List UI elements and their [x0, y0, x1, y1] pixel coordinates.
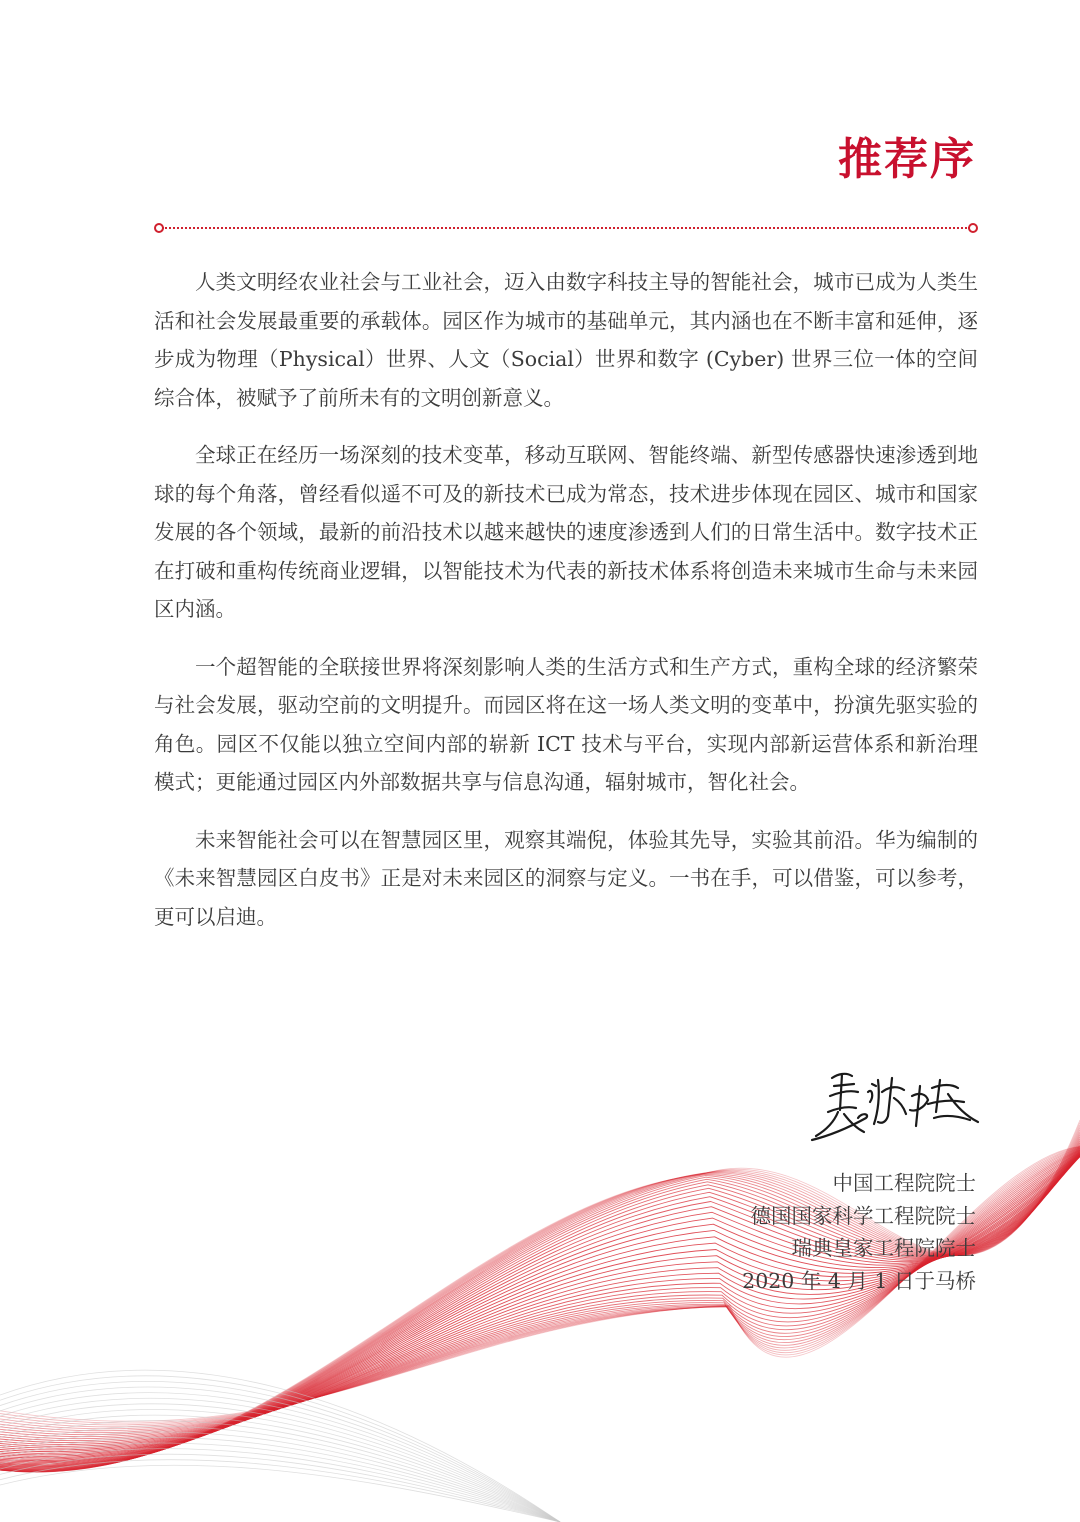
paragraph-3: 一个超智能的全联接世界将深刻影响人类的生活方式和生产方式，重构全球的经济繁荣与社会发展，驱动空前的文明提升。而园区将在这一场人类文明的变革中，扮演先驱实验的角色。园区不仅能以独立空间内部的崭新 ICT 技术与平台，实现内部新运营体系和新治理模式；更能通过园区内外部数据共享与信息沟通，辐射城市，智化社会。: [154, 654, 978, 794]
paragraph-4: 未来智能社会可以在智慧园区里，观察其端倪，体验其先导，实验其前沿。华为编制的《未来智慧园区白皮书》正是对未来园区的洞察与定义。一书在手，可以借鉴，可以参考，更可以启迪。: [154, 827, 978, 929]
paragraph-1: 人类文明经农业社会与工业社会，迈入由数字科技主导的智能社会，城市已成为人类生活和社会发展最重要的承载体。园区作为城市的基础单元，其内涵也在不断丰富和延伸，逐步成为物理（Physical）世界、人文（Social）世界和数字 (Cyber) 世界三位一体的空间综合体，被赋予了前所未有的文明创新意义。: [154, 270, 978, 410]
wave-line-grey: [0, 1432, 560, 1522]
divider-right-dot: [968, 223, 978, 233]
foreword-body: [154, 263, 978, 955]
credential-line-3: 瑞典皇家工程院院士: [791, 1236, 976, 1260]
title-divider: [154, 222, 978, 234]
paragraph-2: 全球正在经历一场深刻的技术变革，移动互联网、智能终端、新型传感器快速渗透到地球的每个角落，曾经看似遥不可及的新技术已成为常态，技术进步体现在园区、城市和国家发展的各个领域，最新的前沿技术以越来越快的速度渗透到人们的日常生活中。数字技术正在打破和重构传统商业逻辑，以智能技术为代表的新技术体系将创造未来城市生命与未来园区内涵。: [154, 443, 978, 621]
author-credentials: [742, 1167, 976, 1297]
page-title: 推荐序: [838, 134, 976, 185]
credential-line-2: 德国国家科学工程院院士: [750, 1203, 976, 1228]
handwritten-signature: [808, 1066, 983, 1150]
signing-date: 2020 年 4 月 1 日于马桥: [742, 1268, 976, 1293]
wave-line-grey: [0, 1421, 560, 1522]
credential-line-1: 中国工程院院士: [832, 1171, 976, 1195]
divider-dotted-line: [162, 227, 970, 229]
